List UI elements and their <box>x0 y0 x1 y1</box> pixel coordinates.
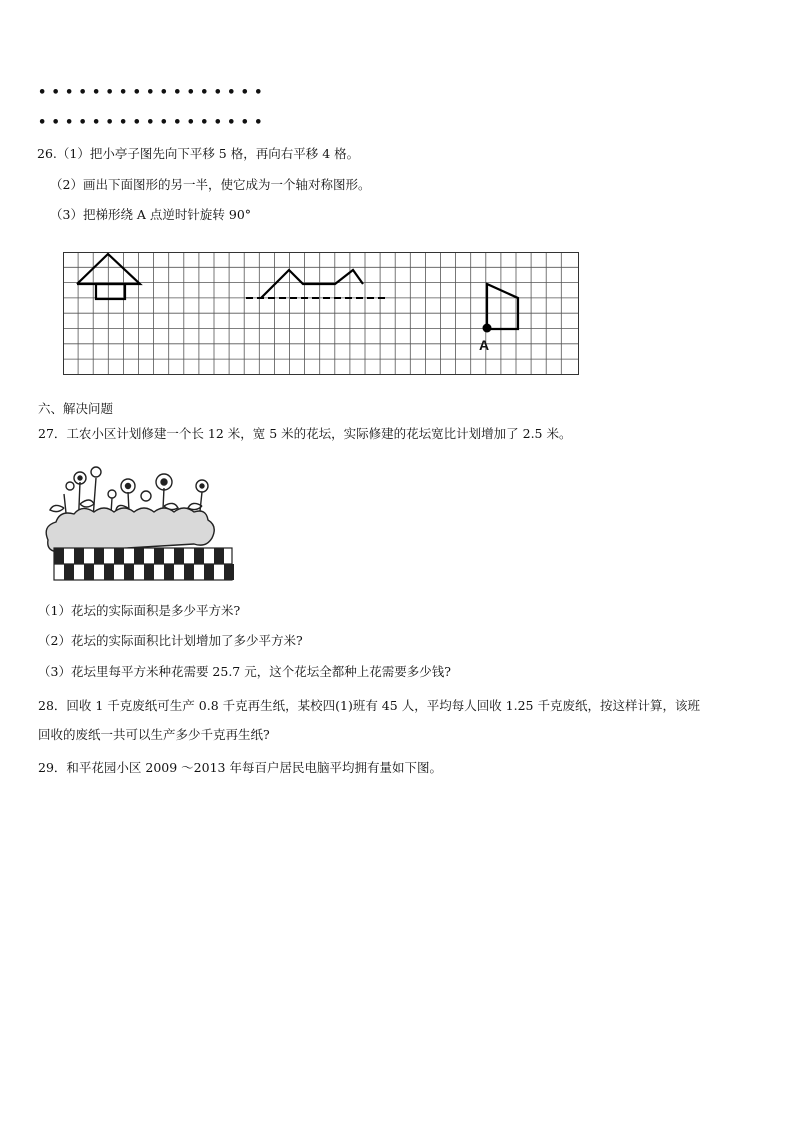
wall-brick <box>104 564 114 580</box>
grid-lines <box>63 252 579 375</box>
section-six-title: 六、解决问题 <box>38 401 114 416</box>
trapezoid-shape <box>483 284 519 333</box>
wall-brick <box>124 564 134 580</box>
blank-answer-dots-1: ••••••••••••••••• <box>38 85 268 100</box>
wall-brick <box>164 564 174 580</box>
wall-brick <box>184 564 194 580</box>
wall-brick <box>144 564 154 580</box>
wall-brick <box>224 564 234 580</box>
wall-brick <box>54 548 64 564</box>
question-28-line2: 回收的废纸一共可以生产多少千克再生纸? <box>38 727 270 742</box>
drawing-grid <box>63 252 581 380</box>
question-26-part2: （2）画出下面图形的另一半，使它成为一个轴对称图形。 <box>50 177 371 192</box>
question-27-sub2: （2）花坛的实际面积比计划增加了多少平方米? <box>38 633 303 648</box>
flower-bed-picture <box>40 458 240 584</box>
wall-brick <box>154 548 164 564</box>
wall-brick <box>174 548 184 564</box>
question-29-stem: 29．和平花园小区 2009 ～2013 年每百户居民电脑平均拥有量如下图。 <box>38 760 442 775</box>
question-26-part3: （3）把梯形绕 A 点逆时针旋转 90° <box>50 207 252 222</box>
wall-brick <box>214 548 224 564</box>
half-symmetric-shape <box>246 270 385 298</box>
question-26-part1: 26.（1）把小亭子图先向下平移 5 格，再向右平移 4 格。 <box>37 146 360 161</box>
question-27-stem: 27．工农小区计划修建一个长 12 米，宽 5 米的花坛，实际修建的花坛宽比计划增加了 2.5 米。 <box>38 426 572 441</box>
wall-brick <box>74 548 84 564</box>
wall-brick <box>194 548 204 564</box>
blank-answer-dots-2: ••••••••••••••••• <box>38 115 268 130</box>
wall-brick <box>134 548 144 564</box>
wall-brick <box>64 564 74 580</box>
wall-brick <box>94 548 104 564</box>
grid-figure <box>63 252 581 376</box>
wall-brick <box>84 564 94 580</box>
question-28-line1: 28．回收 1 千克废纸可生产 0.8 千克再生纸，某校四(1)班有 45 人，平均每人回收 1.25 千克废纸，按这样计算，该班 <box>38 698 700 713</box>
point-a-marker <box>483 324 492 333</box>
wall-brick <box>204 564 214 580</box>
question-27-sub3: （3）花坛里每平方米种花需要 25.7 元，这个花坛全都种上花需要多少钱? <box>38 664 451 679</box>
point-a-label: A <box>479 337 490 353</box>
wall-brick <box>114 548 124 564</box>
flower-bed-illustration <box>40 458 240 588</box>
question-27-sub1: （1）花坛的实际面积是多少平方米? <box>38 603 241 618</box>
